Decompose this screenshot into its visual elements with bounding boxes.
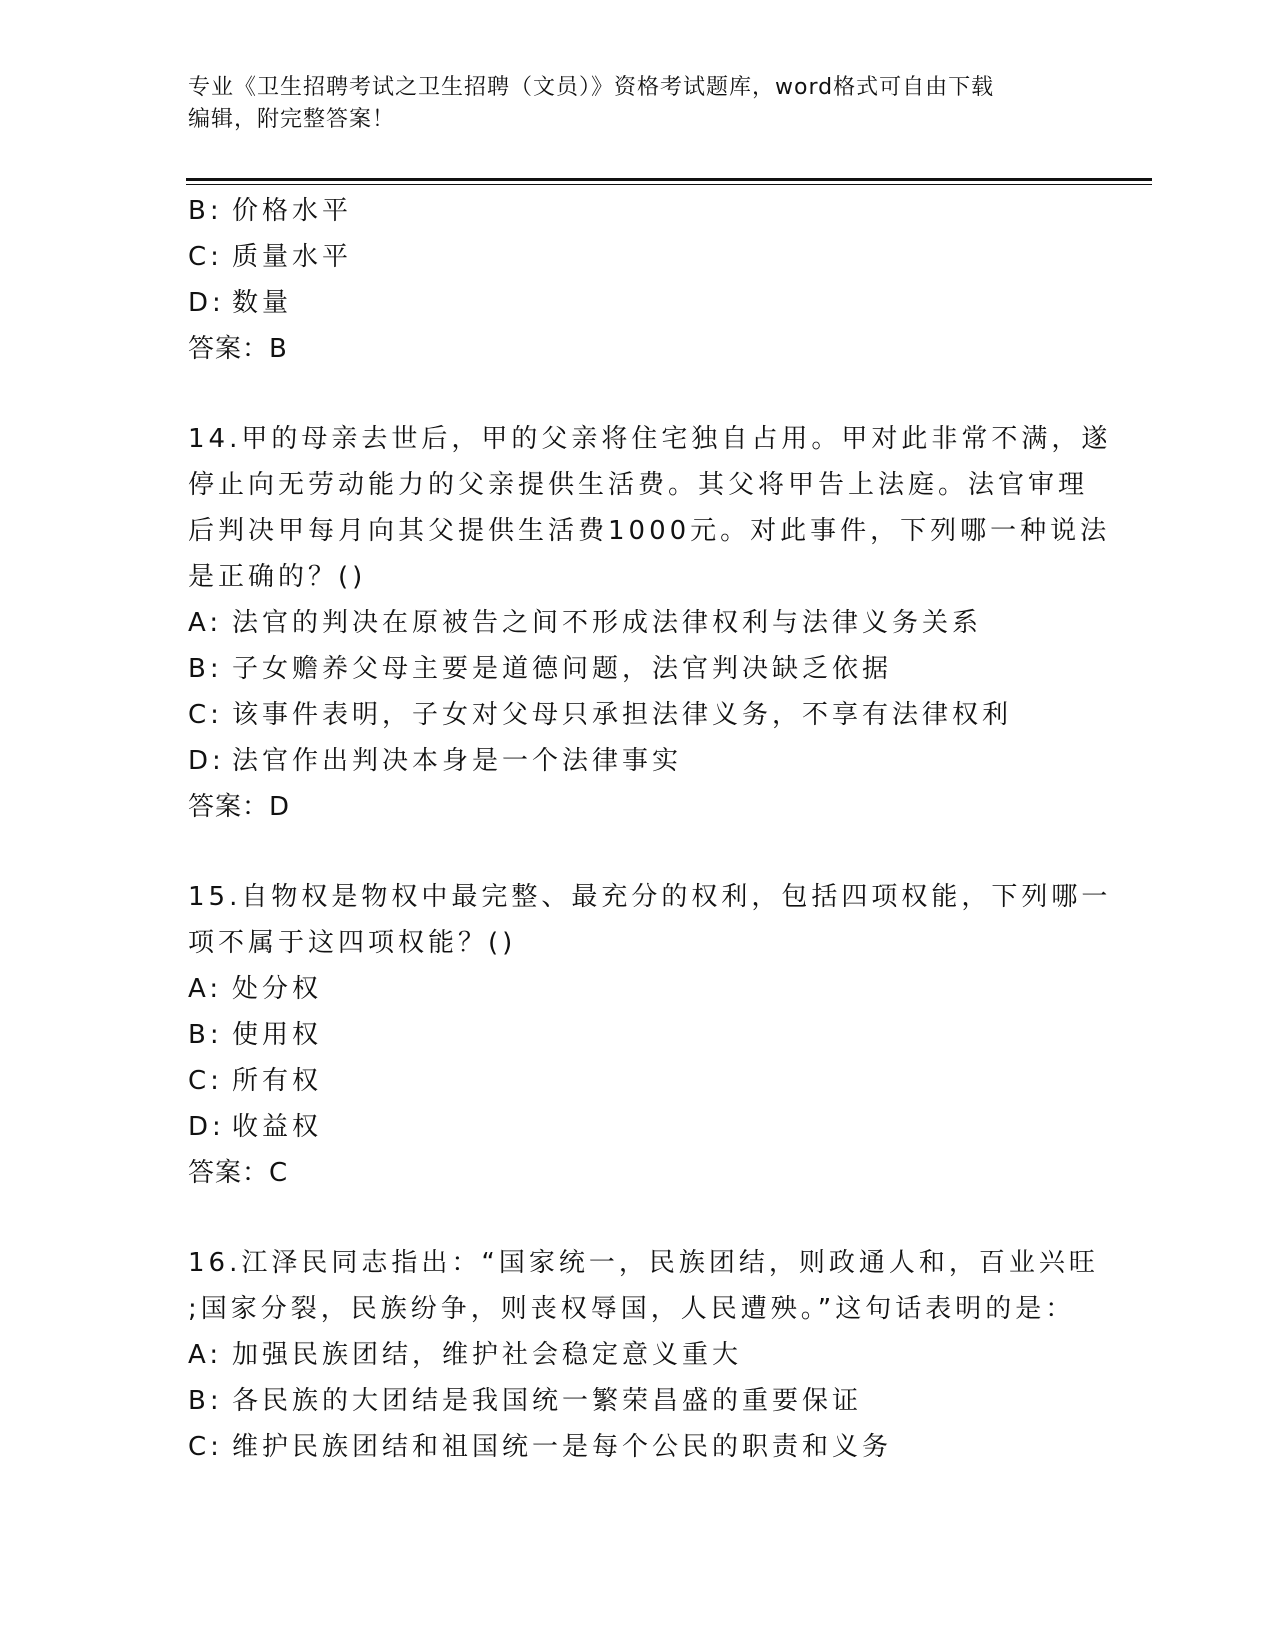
option-text: 加强民族团结，维护社会稳定意义重大 — [232, 1340, 743, 1370]
option-text: 质量水平 — [232, 242, 353, 272]
question-stem-line: 是正确的？() — [188, 562, 367, 592]
question-stem-line: 14.甲的母亲去世后，甲的父亲将住宅独自占用。甲对此非常不满，遂 — [188, 424, 1112, 454]
header-line-1: 专业《卫生招聘考试之卫生招聘（文员）》资格考试题库，word格式可自由下载 — [188, 75, 995, 100]
option-text: 该事件表明，子女对父母只承担法律义务，不享有法律权利 — [232, 700, 1013, 730]
option-a — [188, 600, 1088, 646]
option-d — [188, 738, 1088, 784]
option-c — [188, 692, 1088, 738]
option-label: B: — [188, 654, 223, 684]
option-a — [188, 1332, 1088, 1378]
option-b — [188, 1378, 1088, 1424]
document-header — [188, 72, 1088, 136]
question-stem-line: 16.江泽民同志指出：“国家统一，民族团结，则政通人和，百业兴旺 — [188, 1248, 1099, 1278]
option-label: A: — [188, 608, 223, 638]
option-label: D: — [188, 288, 225, 318]
option-d — [188, 280, 1088, 326]
question-stem-line: ;国家分裂，民族纷争，则丧权辱国，人民遭殃。”这句话表明的是： — [188, 1294, 1076, 1324]
option-label: C: — [188, 1432, 223, 1462]
option-text: 法官的判决在原被告之间不形成法律权利与法律义务关系 — [232, 608, 983, 638]
option-text: 各民族的大团结是我国统一繁荣昌盛的重要保证 — [232, 1386, 863, 1416]
option-text: 子女赡养父母主要是道德问题，法官判决缺乏依据 — [232, 654, 893, 684]
option-c — [188, 1058, 1088, 1104]
option-c — [188, 1424, 1088, 1470]
option-label: C: — [188, 1066, 223, 1096]
spacer — [188, 372, 1088, 416]
answer-line: 答案：C — [188, 1158, 289, 1188]
option-label: B: — [188, 196, 223, 226]
option-label: B: — [188, 1386, 223, 1416]
answer-line: 答案：D — [188, 792, 291, 822]
option-text: 法官作出判决本身是一个法律事实 — [232, 746, 683, 776]
header-rule-thick — [186, 178, 1152, 181]
spacer — [188, 830, 1088, 874]
option-b — [188, 1012, 1088, 1058]
header-line-2: 编辑，附完整答案！ — [188, 107, 396, 132]
question-16 — [188, 1240, 1099, 1470]
question-stem — [188, 416, 1112, 600]
option-label: D: — [188, 746, 225, 776]
option-d — [188, 1104, 1088, 1150]
option-label: A: — [188, 974, 223, 1004]
option-text: 价格水平 — [232, 196, 353, 226]
option-label: C: — [188, 700, 223, 730]
option-a — [188, 966, 1088, 1012]
option-text: 数量 — [232, 288, 293, 318]
option-c — [188, 234, 1088, 280]
question-stem-line: 15.自物权是物权中最完整、最充分的权利，包括四项权能，下列哪一 — [188, 882, 1112, 912]
option-b — [188, 646, 1088, 692]
option-b — [188, 188, 1088, 234]
question-stem — [188, 874, 1112, 966]
option-text: 所有权 — [232, 1066, 323, 1096]
question-14 — [188, 416, 1112, 830]
option-text: 收益权 — [232, 1112, 323, 1142]
option-text: 处分权 — [232, 974, 323, 1004]
option-text: 使用权 — [232, 1020, 323, 1050]
option-text: 维护民族团结和祖国统一是每个公民的职责和义务 — [232, 1432, 893, 1462]
question-13-tail — [188, 188, 1088, 372]
question-stem — [188, 1240, 1099, 1332]
header-rule-thin — [186, 184, 1152, 185]
answer-line: 答案：B — [188, 334, 288, 364]
option-label: C: — [188, 242, 223, 272]
option-label: A: — [188, 1340, 223, 1370]
option-label: D: — [188, 1112, 225, 1142]
question-stem-line: 项不属于这四项权能？() — [188, 928, 517, 958]
question-content — [188, 188, 1112, 1470]
question-stem-line: 停止向无劳动能力的父亲提供生活费。其父将甲告上法庭。法官审理 — [188, 470, 1089, 500]
spacer — [188, 1196, 1088, 1240]
option-label: B: — [188, 1020, 223, 1050]
question-stem-line: 后判决甲每月向其父提供生活费1000元。对此事件，下列哪一种说法 — [188, 516, 1111, 546]
question-15 — [188, 874, 1112, 1196]
